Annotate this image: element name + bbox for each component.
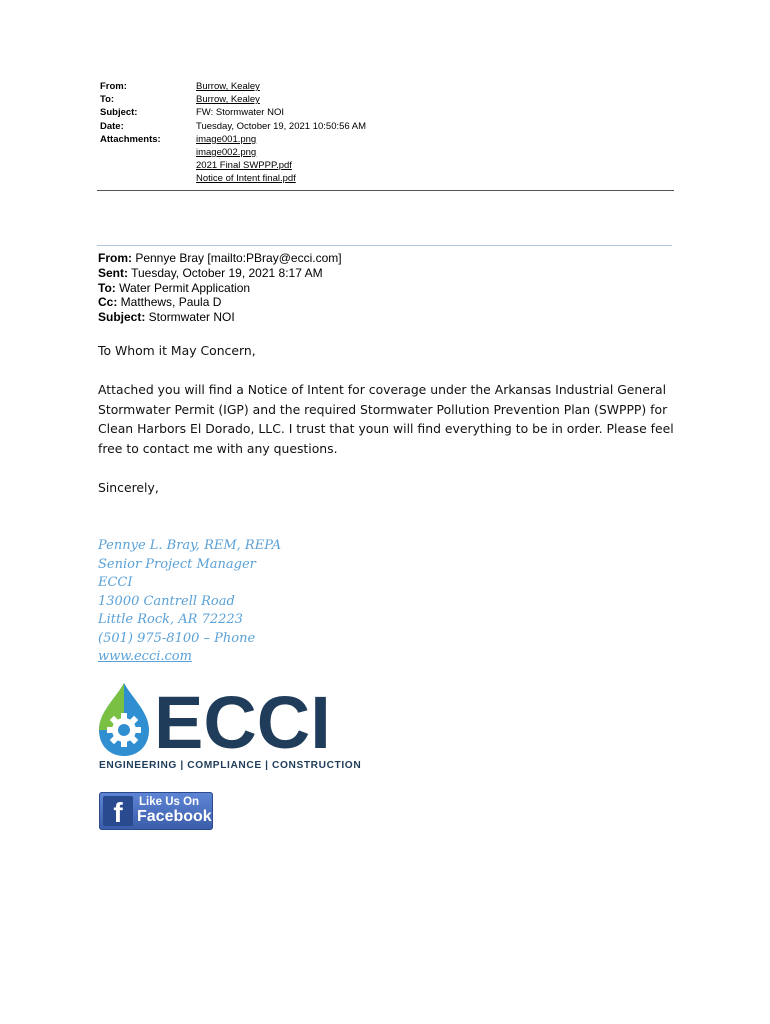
facebook-line2: Facebook: [137, 808, 212, 825]
signature-phone: (501) 975-8100 – Phone: [98, 630, 256, 646]
signature-name: Pennye L. Bray, REM, REPA: [98, 538, 282, 553]
greeting: To Whom it May Concern,: [98, 343, 256, 358]
facebook-like-button[interactable]: [99, 792, 213, 830]
signature-company: ECCI: [98, 575, 133, 590]
closing: Sincerely,: [98, 480, 159, 495]
forwarded-header: [98, 251, 342, 325]
date-value: Tuesday, October 19, 2021 10:50:56 AM: [196, 120, 367, 132]
date-label: Date:: [100, 120, 124, 132]
attachment-link[interactable]: image001.png: [196, 133, 257, 145]
signature-website-link[interactable]: www.ecci.com: [98, 649, 192, 664]
body-paragraph: Attached you will find a Notice of Intent for coverage under the Arkansas Industrial General Stormwater Permit (IGP) and the required Stormwater Pollution Prevention Plan (SWPPP) for Clean Harbors El Dorado, LLC. I trust that youn will find everything to be in order. Please feel free to contact me with any questions.: [98, 382, 674, 456]
to-link[interactable]: Burrow, Kealey: [196, 94, 260, 106]
signature-block: [98, 537, 281, 667]
fwd-subject-value: Stormwater NOI: [145, 310, 235, 325]
fwd-subject-label: Subject:: [98, 310, 146, 325]
from-link[interactable]: Burrow, Kealey: [196, 81, 260, 92]
fwd-cc-label: Cc:: [98, 295, 118, 310]
subject-value: FW: Stormwater NOI: [196, 107, 284, 119]
from-label: From:: [100, 81, 127, 92]
facebook-icon: f: [103, 796, 133, 826]
logo-tagline: ENGINEERING | COMPLIANCE | CONSTRUCTION: [99, 760, 362, 771]
attachment-link[interactable]: image002.png: [196, 147, 257, 159]
fwd-sent-value: Tuesday, October 19, 2021 8:17 AM: [128, 265, 323, 280]
facebook-line1: Like Us On: [139, 796, 200, 808]
logo-wordmark: ECCI: [154, 681, 331, 764]
subject-label: Subject:: [100, 107, 138, 119]
fwd-to-value: Water Permit Application: [115, 280, 251, 295]
signature-street: 13000 Cantrell Road: [98, 593, 235, 609]
fwd-from-label: From:: [98, 251, 132, 265]
fwd-cc-value: Matthews, Paula D: [117, 295, 222, 310]
forward-divider: [97, 245, 672, 246]
header-divider: [97, 190, 674, 191]
fwd-to-label: To:: [98, 280, 116, 295]
signature-title: Senior Project Manager: [98, 556, 256, 572]
to-label: To:: [100, 94, 115, 106]
signature-city: Little Rock, AR 72223: [98, 612, 243, 627]
attachment-link[interactable]: Notice of Intent final.pdf: [196, 173, 296, 185]
attachments-label: Attachments:: [100, 133, 161, 145]
fwd-sent-label: Sent:: [98, 265, 128, 280]
fwd-from-value: Pennye Bray [mailto:PBray@ecci.com]: [132, 251, 342, 265]
email-header: [100, 80, 366, 186]
attachment-link[interactable]: 2021 Final SWPPP.pdf: [196, 160, 292, 172]
